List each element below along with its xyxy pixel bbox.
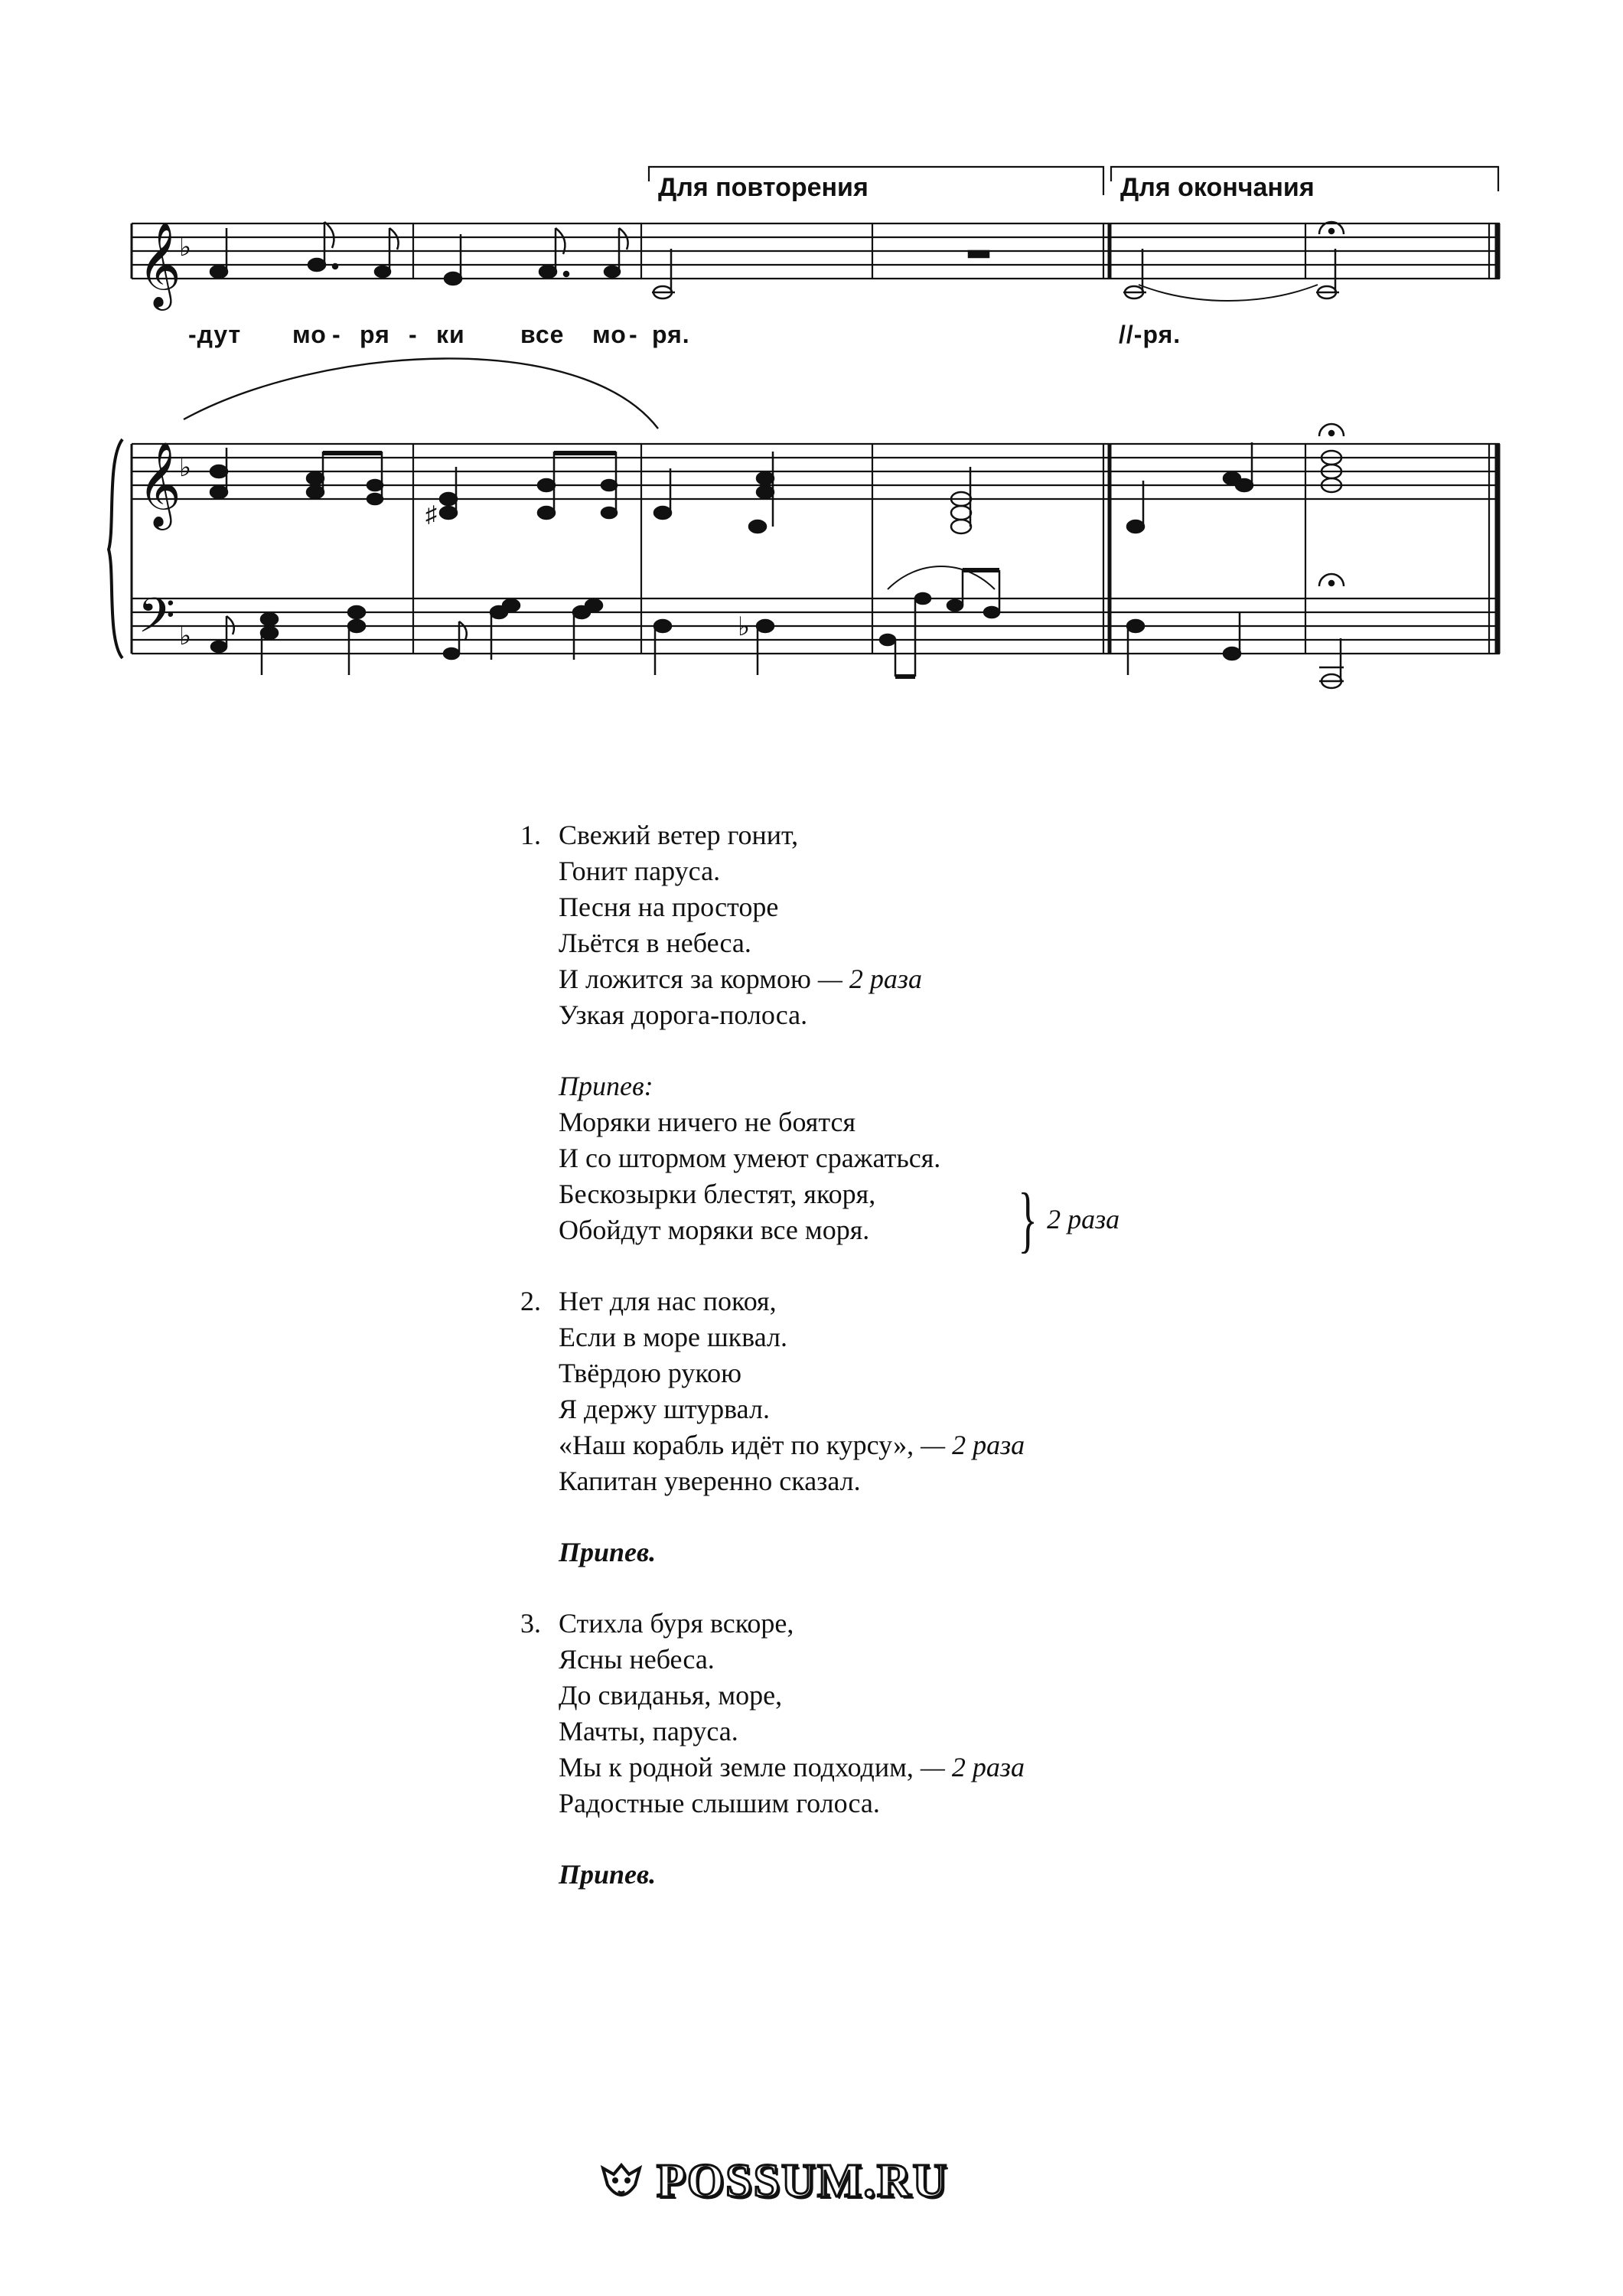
verse-line: Мачты, паруса. [559,1716,738,1746]
verse-number: 3. [520,1608,541,1639]
lyric-syllable: ки [436,321,465,348]
verse-number: 2. [520,1286,541,1316]
lyric-syllable: ря. [652,321,690,348]
lyric-syllable: мо [592,321,627,348]
verse-line [520,1750,1209,1786]
verse-line: Льётся в небеса. [559,928,751,958]
verse-line: Твёрдою рукою [559,1358,741,1388]
lyric-syllable: ря [360,321,390,348]
chorus-repeat-bracket [1010,1178,1120,1260]
verse-line: Ясны небеса. [559,1644,715,1675]
verse-line [520,1427,1209,1463]
verse-1 [520,817,1209,1033]
verse-line-text: И ложится за кормою [559,964,811,994]
refrain-marker: Припев. [559,1537,657,1567]
verse-line: Капитан уверенно сказал. [559,1466,861,1496]
verse-3 [520,1606,1209,1821]
score-lyrics [188,321,1181,348]
repeat-note: — 2 раза [817,964,922,994]
verse-line [520,961,1209,997]
repeat-note: — 2 раза [920,1752,1025,1782]
verse-line: Гонит паруса. [559,856,721,886]
song-lyrics [520,817,1209,1928]
piano-treble-notes [210,424,1344,533]
svg-text:♯: ♯ [425,502,437,527]
piano-bass-notes [211,570,1344,688]
verse-line: Радостные слышим голоса. [559,1788,880,1818]
verse-line [520,817,1209,853]
verse-line: Я держу штурвал. [559,1394,770,1424]
lyric-syllable: -дут [188,321,242,348]
chorus-line: Обойдут моряки все моря. [559,1215,870,1245]
chorus-line: Моряки ничего не боятся [559,1107,856,1137]
verse-line: До свиданья, море, [559,1680,783,1711]
verse-line-text: Нет для нас покоя, [559,1286,777,1316]
verse-line [520,1606,1209,1642]
lyric-syllable: мо [292,321,327,348]
piano-bass-staff [132,598,1500,654]
chorus-line: Бескозырки блестят, якоря, [559,1179,876,1209]
possum-icon [597,2157,646,2206]
sheet-music [0,0,1623,719]
verse-number: 1. [520,820,541,850]
voice-staff [132,223,1500,279]
volta-label-repeat: Для повторения [658,173,869,202]
refrain-marker-block [520,1857,1209,1893]
verse-line-text: Мы к родной земле подходим, [559,1752,914,1782]
treble-clef-icon: 𝄞 [138,221,181,307]
volta-label-ending: Для окончания [1120,173,1315,202]
lyric-syllable: //-ря. [1119,321,1181,348]
svg-text:♭: ♭ [738,612,751,641]
treble-clef-icon: 𝄞 [138,441,181,527]
verse-line: Песня на просторе [559,892,779,922]
bass-clef-icon: 𝄢 [138,587,175,655]
verse-line [520,1283,1209,1319]
lyric-syllable: - [409,321,418,348]
flat-icon: ♭ [179,232,192,263]
repeat-note: — 2 раза [921,1430,1025,1460]
chorus-line: И со штормом умеют сражаться. [559,1143,941,1173]
curly-brace-icon: } [1018,1178,1038,1260]
footer-logo[interactable] [597,2154,948,2209]
chorus-repeat-note: 2 раза [1047,1204,1120,1234]
verse-line-text: «Наш корабль идёт по курсу», [559,1430,914,1460]
site-name: POSSUM.RU [657,2155,949,2207]
verse-line: Если в море шквал. [559,1322,787,1352]
verse-2 [520,1283,1209,1499]
refrain-marker: Припев. [559,1859,657,1890]
verse-line-text: Свежий ветер гонит, [559,820,799,850]
lyric-syllable: - [629,321,638,348]
chorus-label: Припев: [559,1071,653,1101]
refrain-marker-block [520,1534,1209,1570]
voice-notes [210,222,1344,298]
flat-icon: ♭ [179,621,192,651]
flat-icon: ♭ [179,452,192,483]
lyric-syllable: - [332,321,341,348]
verse-line-text: Стихла буря вскоре, [559,1608,794,1639]
verse-line: Узкая дорога-полоса. [559,1000,808,1030]
lyric-syllable: все [520,321,565,348]
phrase-slur [184,358,658,429]
